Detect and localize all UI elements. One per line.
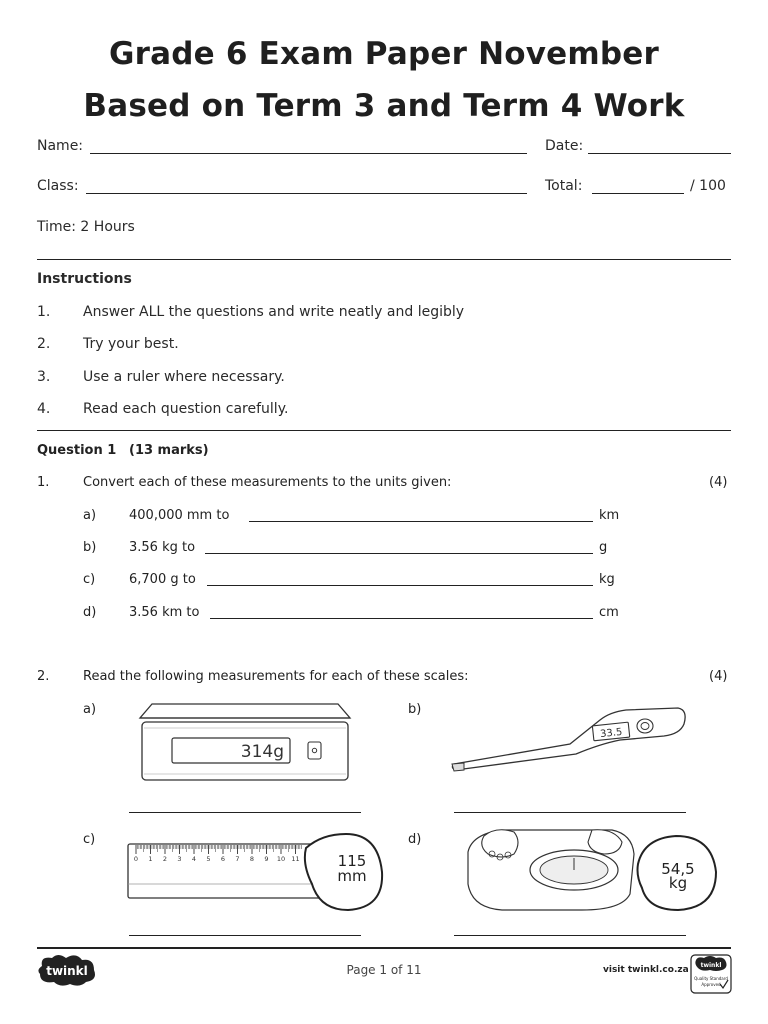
thermometer-image <box>450 706 690 774</box>
date-field[interactable] <box>588 153 731 154</box>
part-text: 400,000 mm to <box>129 508 230 523</box>
ruler-tick-label: 1 <box>148 855 153 863</box>
part-unit: cm <box>599 605 619 620</box>
badge-line2: Approved <box>701 982 721 987</box>
name-field[interactable] <box>90 153 527 154</box>
part-letter: a) <box>83 508 97 523</box>
part-text: 6,700 g to <box>129 572 196 587</box>
instruction-text: Use a ruler where necessary. <box>83 369 285 385</box>
question-marks: (4) <box>709 475 728 490</box>
answer-line[interactable] <box>207 585 593 586</box>
logo-text: twinkl <box>46 964 88 978</box>
instruction-text: Answer ALL the questions and write neatly and legibly <box>83 304 465 320</box>
page-title: Grade 6 Exam Paper November <box>109 36 659 72</box>
part-letter: b) <box>83 540 97 555</box>
part-text: 3.56 km to <box>129 605 200 620</box>
answer-line[interactable] <box>454 812 686 813</box>
answer-line[interactable] <box>210 618 593 619</box>
part-letter: d) <box>408 832 422 847</box>
part-unit: kg <box>599 572 615 587</box>
callout-unit: mm <box>337 867 367 885</box>
part-letter: b) <box>408 702 422 717</box>
question-number: 2. <box>37 669 50 684</box>
name-label: Name: <box>37 138 84 154</box>
total-field[interactable] <box>592 193 684 194</box>
total-suffix: / 100 <box>690 178 726 194</box>
date-label: Date: <box>545 138 584 154</box>
callout-unit: kg <box>668 874 688 892</box>
ruler-tick-label: 9 <box>264 855 269 863</box>
measurement-callout <box>638 836 717 910</box>
quality-badge <box>690 954 732 994</box>
question-marks: (4) <box>709 669 728 684</box>
answer-line[interactable] <box>205 553 593 554</box>
instruction-number: 4. <box>37 401 51 417</box>
answer-line[interactable] <box>129 812 361 813</box>
ruler-tick-label: 6 <box>220 855 226 863</box>
part-unit: km <box>599 508 620 523</box>
scale-display-reading: 314g <box>240 742 284 762</box>
instruction-number: 1. <box>37 304 51 320</box>
question-text: Read the following measurements for each of these scales: <box>83 669 469 684</box>
thermometer-reading: 33.5 <box>599 726 623 741</box>
footer-url: visit twinkl.co.za <box>603 965 689 975</box>
part-letter: a) <box>83 702 97 717</box>
callout-value: 54,5 <box>661 860 695 878</box>
question-heading: Question 1 <box>37 443 117 458</box>
class-label: Class: <box>37 178 79 194</box>
kitchen-scale-image <box>136 698 354 784</box>
instruction-number: 2. <box>37 336 51 352</box>
part-unit: g <box>599 540 608 555</box>
ruler-tick-label: 7 <box>235 855 240 863</box>
instruction-text: Try your best. <box>83 336 179 352</box>
answer-line[interactable] <box>249 521 593 522</box>
instruction-number: 3. <box>37 369 51 385</box>
ruler-image <box>126 828 386 914</box>
part-letter: d) <box>83 605 97 620</box>
divider <box>37 259 731 260</box>
instructions-heading: Instructions <box>37 271 132 287</box>
page-number: Page 1 of 11 <box>346 963 422 977</box>
total-label: Total: <box>545 178 583 194</box>
part-letter: c) <box>83 572 96 587</box>
ruler-tick-label: 5 <box>206 855 211 863</box>
ruler-tick-label: 11 <box>291 855 300 863</box>
class-field[interactable] <box>86 193 527 194</box>
bathroom-scale-image <box>462 824 724 916</box>
question-text: Convert each of these measurements to the units given: <box>83 475 452 490</box>
callout-value: 115 <box>337 852 367 870</box>
page-subtitle: Based on Term 3 and Term 4 Work <box>83 88 685 124</box>
question-marks: (13 marks) <box>129 443 209 458</box>
instruction-text: Read each question carefully. <box>83 401 289 417</box>
footer-divider <box>37 947 731 949</box>
part-text: 3.56 kg to <box>129 540 196 555</box>
badge-logo-text: twinkl <box>700 962 722 969</box>
ruler-tick-label: 2 <box>162 855 168 863</box>
ruler-tick-label: 4 <box>191 855 197 863</box>
badge-line1: Quality Standard <box>694 976 728 981</box>
ruler-tick-label: 10 <box>276 855 286 863</box>
question-number: 1. <box>37 475 50 490</box>
time-label: Time: 2 Hours <box>37 219 135 235</box>
ruler-tick-label: 8 <box>249 855 255 863</box>
answer-line[interactable] <box>129 935 361 936</box>
part-letter: c) <box>83 832 96 847</box>
ruler-tick-label: 0 <box>133 855 139 863</box>
divider <box>37 430 731 431</box>
answer-line[interactable] <box>454 935 686 936</box>
ruler-tick-label: 3 <box>177 855 182 863</box>
